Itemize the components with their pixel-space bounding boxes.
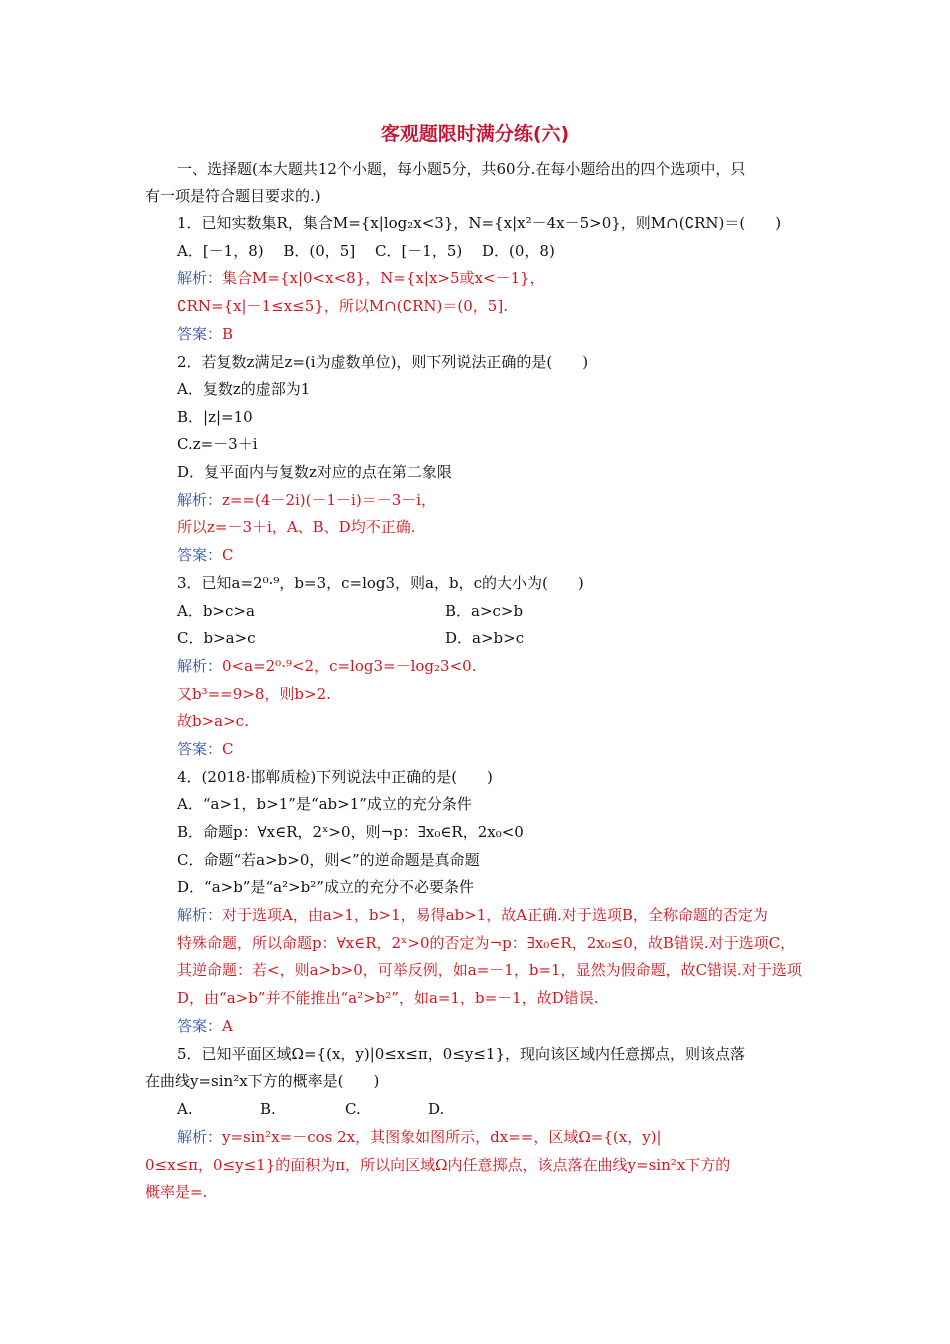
q4-option-c: C．命题“若a>b>0，则<”的逆命题是真命题 (177, 851, 480, 869)
q4-stem: 4．(2018·邯郸质检)下列说法中正确的是( ) (177, 768, 493, 786)
q3-solution-line-1 (177, 656, 476, 676)
q2-option-c: C.z=－3＋i (177, 435, 258, 453)
solution-label: 解析： (177, 269, 223, 287)
q3-stem: 3．已知a=2⁰·⁹，b=3，c=log3，则a，b，c的大小为( ) (177, 574, 584, 592)
q3-solution-line-2: 又b³==9>8，则b>2. (177, 685, 331, 703)
q3-option-a: A．b>c>a (177, 602, 255, 620)
q5-option-d: D. (428, 1100, 445, 1118)
q4-solution-line-1 (177, 905, 768, 925)
q5-option-c: C. (345, 1100, 361, 1118)
q4-solution-line-2: 特殊命题，所以命题p：∀x∈R，2ˣ>0的否定为¬p：∃x₀∈R，2x₀≤0，故B错误.对于选项C， (177, 934, 796, 952)
q2-option-a: A．复数z的虚部为1 (177, 380, 311, 398)
q2-stem: 2．若复数z满足z=(i为虚数单位)，则下列说法正确的是( ) (177, 353, 589, 371)
answer-label: 答案： (177, 325, 223, 343)
solution-label: 解析： (177, 657, 223, 675)
q4-option-d: D．“a>b”是“a²>b²”成立的充分不必要条件 (177, 878, 474, 896)
solution-text: 0<a=2⁰·⁹<2，c=log3=－log₂3<0. (222, 657, 477, 675)
q4-option-a: A．“a>1，b>1”是“ab>1”成立的充分条件 (177, 795, 472, 813)
q4-solution-line-4: D，由“a>b”并不能推出“a²>b²”，如a=1，b=－1，故D错误. (177, 989, 599, 1007)
q1-stem: 1．已知实数集R，集合M={x|log₂x<3}，N={x|x²－4x－5>0}，则M∩(∁RN)＝( ) (177, 214, 782, 232)
q5-solution-line-1 (177, 1127, 662, 1147)
q2-solution-line-1 (177, 490, 436, 510)
solution-text: 对于选项A，由a>1，b>1，易得ab>1，故A正确.对于选项B，全称命题的否定为 (222, 906, 768, 924)
q1-options: A．[－1，8) B．(0，5] C．[－1，5) D．(0，8) (177, 242, 555, 260)
solution-label: 解析： (177, 906, 223, 924)
q2-option-d: D．复平面内与复数z对应的点在第二象限 (177, 463, 452, 481)
intro-line-2: 有一项是符合题目要求的.) (145, 187, 321, 205)
q5-option-a: A. (177, 1100, 193, 1118)
answer-value: C (222, 546, 234, 564)
q3-solution-line-3: 故b>a>c. (177, 712, 249, 730)
q3-answer (177, 739, 234, 759)
q1-solution-line-2: ∁RN={x|－1≤x≤5}，所以M∩(∁RN)＝(0，5]. (177, 297, 508, 315)
answer-value: C (222, 740, 234, 758)
q1-answer (177, 324, 233, 344)
solution-text: y=sin²x=－cos 2x，其图象如图所示，dx==，区域Ω={(x，y)| (222, 1128, 662, 1146)
q5-option-b: B. (260, 1100, 276, 1118)
q4-option-b: B．命题p：∀x∈R，2ˣ>0，则¬p：∃x₀∈R，2x₀<0 (177, 823, 524, 841)
q2-answer (177, 545, 234, 565)
q1-solution-line-1 (177, 268, 545, 288)
q5-solution-line-3: 概率是=. (145, 1183, 208, 1201)
q5-stem-line-2: 在曲线y=sin²x下方的概率是( ) (145, 1072, 380, 1090)
q3-option-b: B．a>c>b (445, 602, 524, 620)
answer-value: B (222, 325, 234, 343)
solution-text: z==(4－2i)(－1－i)＝－3－i， (222, 491, 437, 509)
answer-label: 答案： (177, 740, 223, 758)
q5-solution-line-2: 0≤x≤π，0≤y≤1}的面积为π，所以向区域Ω内任意掷点，该点落在曲线y=sin²x下方的 (145, 1156, 731, 1174)
answer-value: A (222, 1017, 233, 1035)
q4-answer (177, 1016, 233, 1036)
page-title: 客观题限时满分练(六) (380, 123, 570, 145)
q2-solution-line-2: 所以z=－3＋i，A、B、D均不正确. (177, 518, 416, 536)
q4-solution-line-3: 其逆命题：若<，则a>b>0，可举反例，如a=－1，b=1，显然为假命题，故C错误.对于选项 (177, 961, 802, 979)
q3-option-d: D．a>b>c (445, 629, 525, 647)
answer-label: 答案： (177, 546, 223, 564)
q2-option-b: B．|z|=10 (177, 408, 253, 426)
answer-label: 答案： (177, 1017, 223, 1035)
intro-line-1: 一、选择题(本大题共12个小题，每小题5分，共60分.在每小题给出的四个选项中，只 (177, 160, 746, 178)
q3-option-c: C．b>a>c (177, 629, 256, 647)
solution-label: 解析： (177, 491, 223, 509)
solution-label: 解析： (177, 1128, 223, 1146)
q5-stem-line-1: 5．已知平面区域Ω={(x，y)|0≤x≤π，0≤y≤1}，现向该区域内任意掷点，则该点落 (177, 1045, 746, 1063)
solution-text: 集合M={x|0<x<8}，N={x|x>5或x<－1}， (222, 269, 545, 287)
